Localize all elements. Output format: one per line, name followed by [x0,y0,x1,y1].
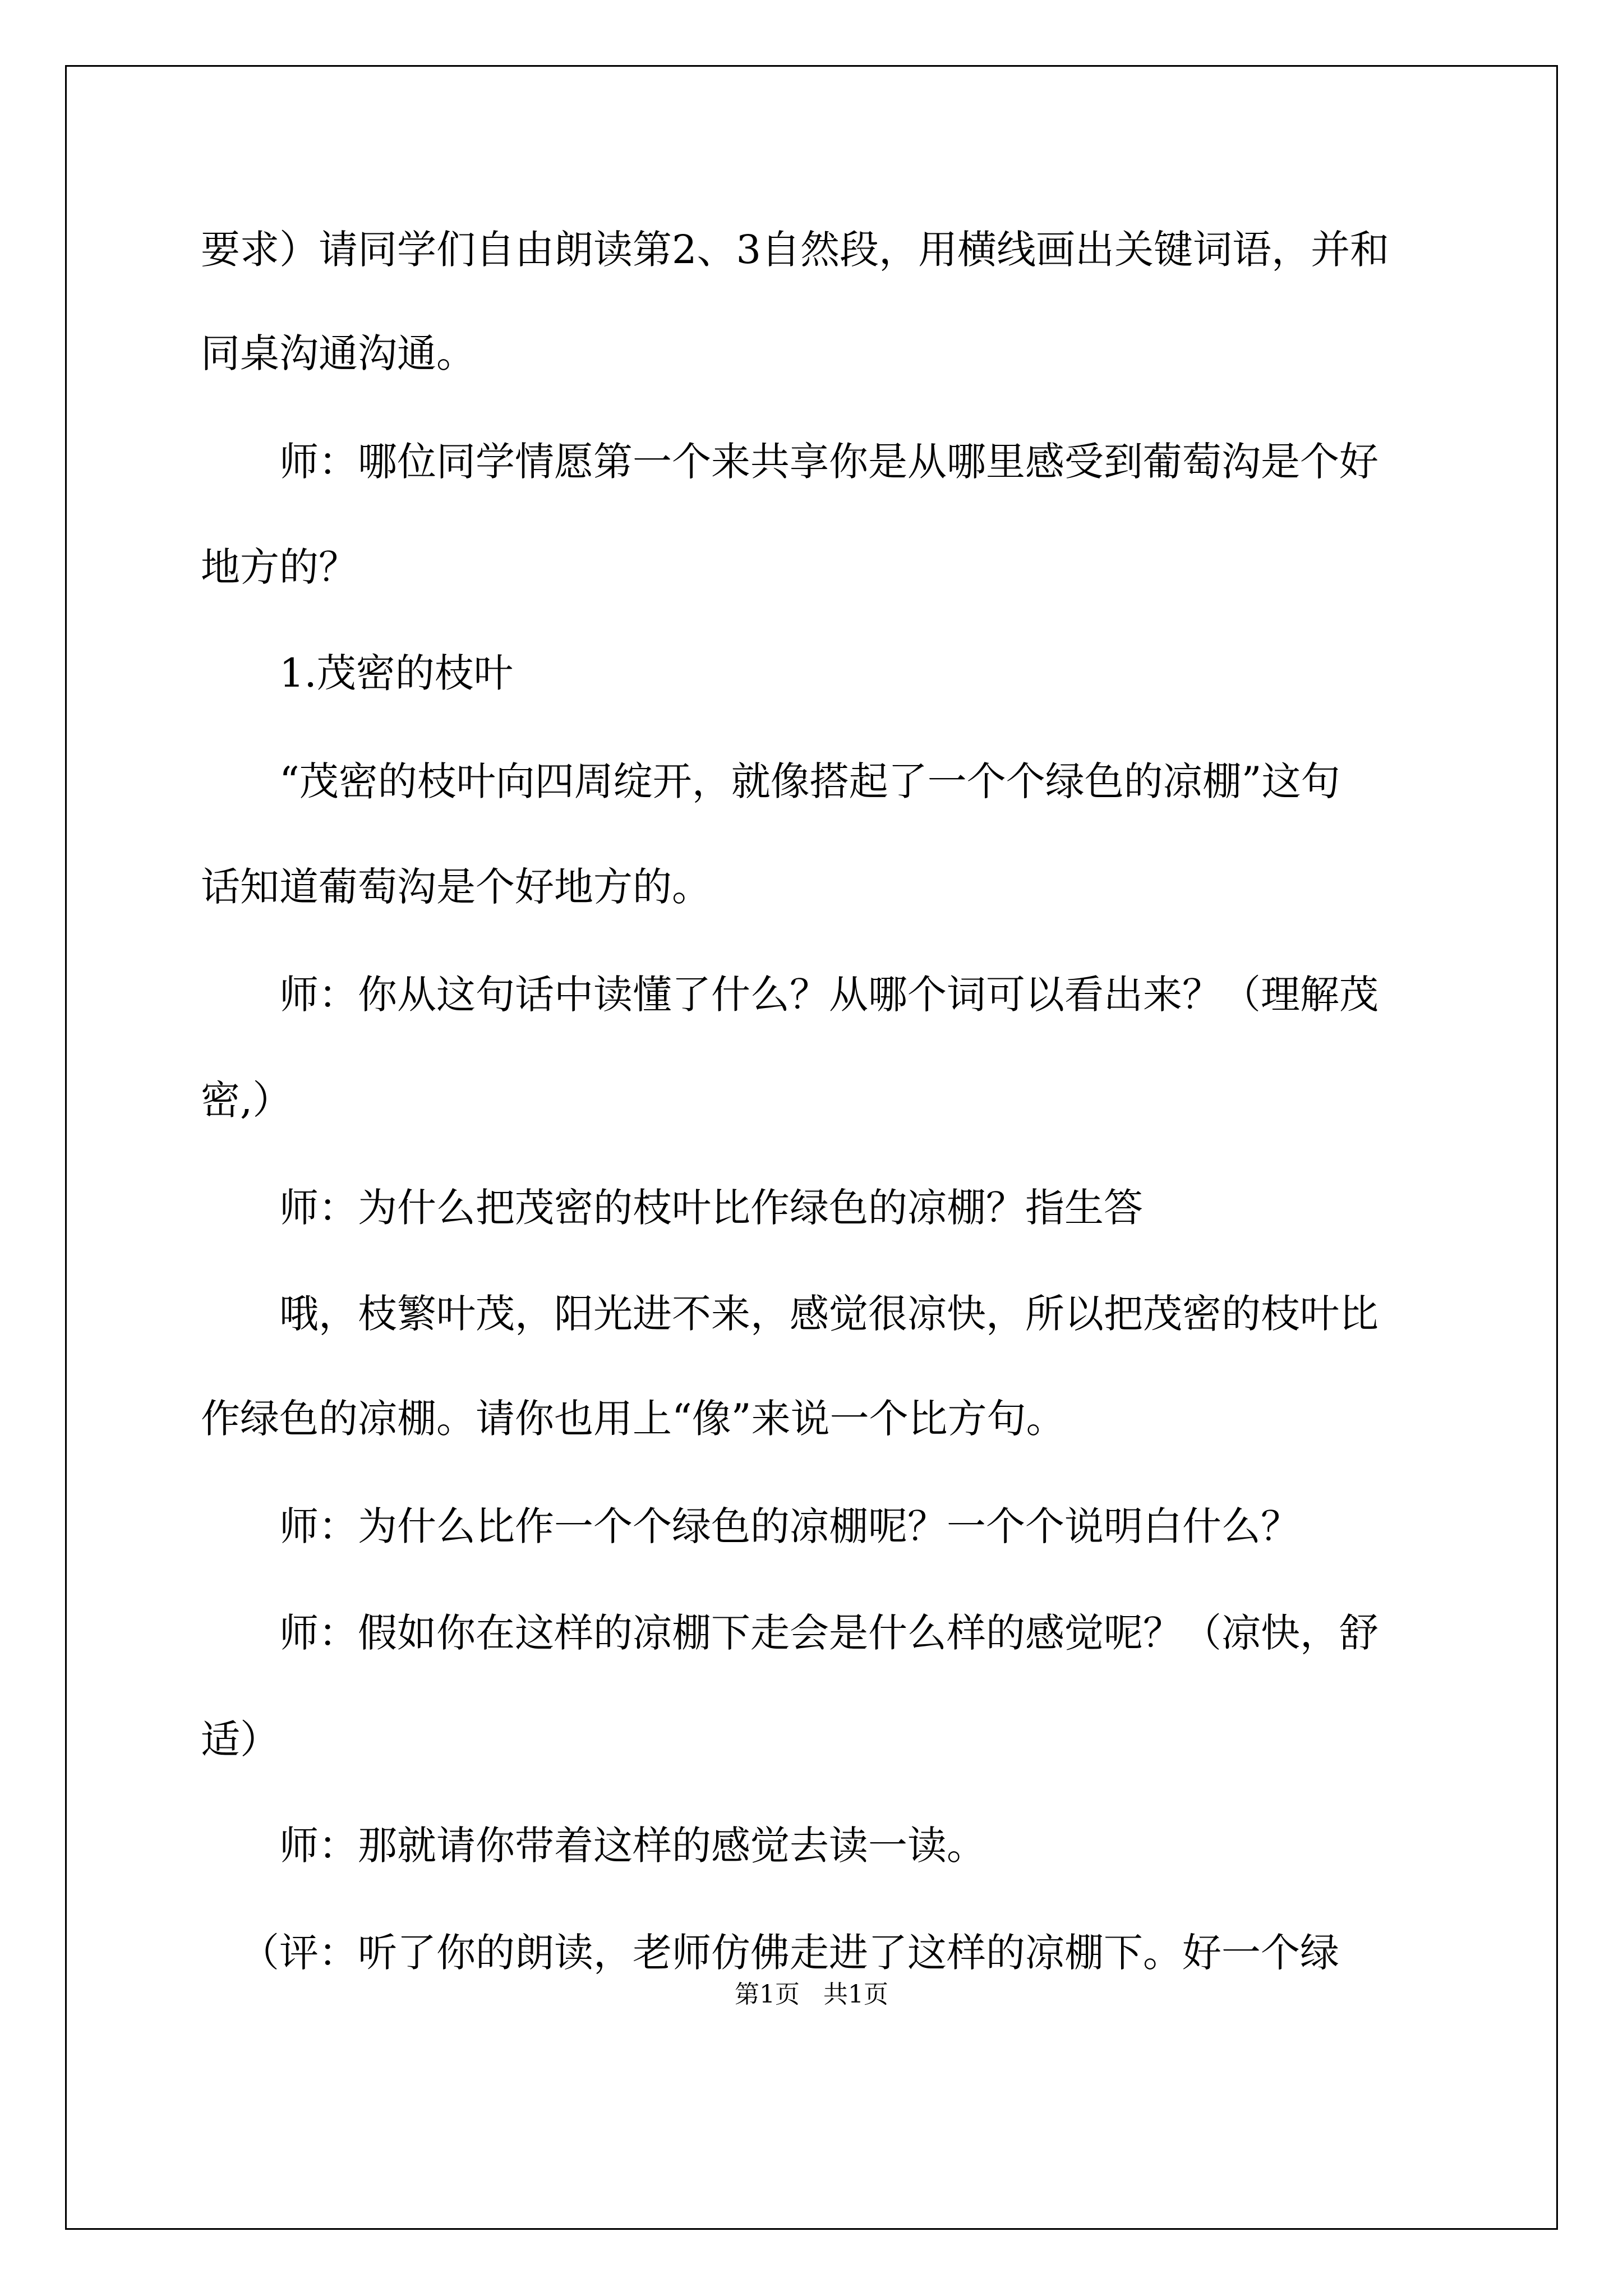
text-line: 师：哪位同学情愿第一个来共享你是从哪里感受到葡萄沟是个好 [279,439,1378,485]
section-heading: 1.茂密的枝叶 [279,650,513,696]
text-line: 适） [201,1717,279,1763]
text-line: 密,） [201,1077,292,1123]
text-line: 师：你从这句话中读懂了什么？从哪个词可以看出来？（理解茂 [279,972,1378,1018]
text-line: 师：那就请你带着这样的感觉去读一读。 [279,1823,986,1869]
text-line: 师：为什么把茂密的枝叶比作绿色的凉棚？指生答 [279,1185,1143,1231]
page-number: 第1页 共1页 [735,1980,888,2009]
text-line: “茂密的枝叶向四周绽开，就像搭起了一个个绿色的凉棚”这句 [279,758,1340,804]
text-line: 师：为什么比作一个个绿色的凉棚呢？一个个说明白什么？ [279,1503,1300,1549]
page-border [65,65,1558,2230]
text-line: 作绿色的凉棚。请你也用上“像”来说一个比方句。 [201,1396,1066,1442]
text-line: 地方的？ [201,544,358,590]
text-line: 师：假如你在这样的凉棚下走会是什么样的感觉呢？（凉快，舒 [279,1610,1378,1656]
text-line: 话知道葡萄沟是个好地方的。 [201,864,711,910]
text-line: 哦，枝繁叶茂，阳光进不来，感觉很凉快，所以把茂密的枝叶比 [279,1291,1378,1337]
text-line: （评：听了你的朗读，老师仿佛走进了这样的凉棚下。好一个绿 [240,1930,1339,1976]
text-line: 同桌沟通沟通。 [201,330,476,376]
text-line: 要求）请同学们自由朗读第2、3自然段，用横线画出关键词语，并和 [201,227,1390,273]
